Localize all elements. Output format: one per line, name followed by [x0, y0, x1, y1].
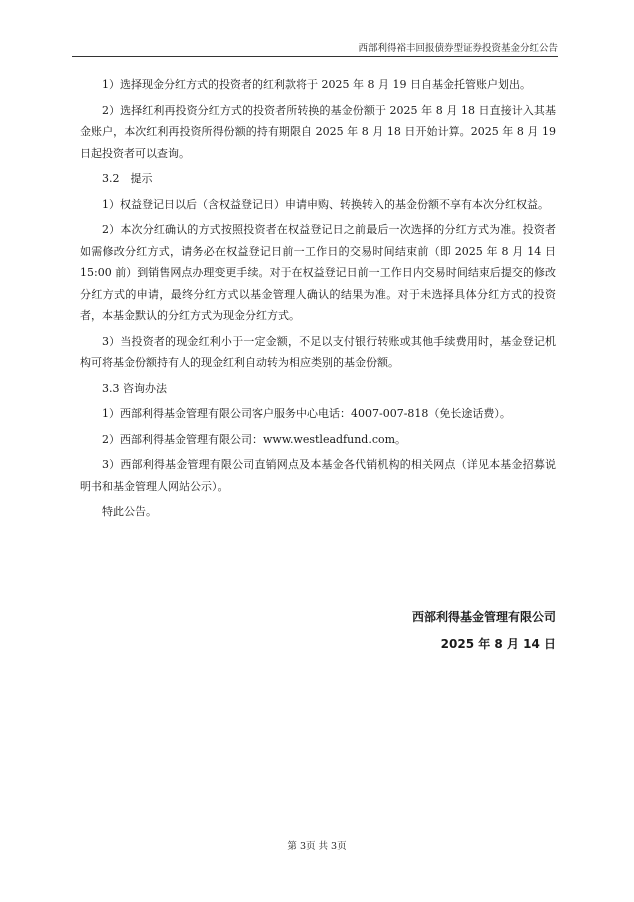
- paragraph-reinvestment: 2）选择红利再投资分红方式的投资者所转换的基金份额于 2025 年 8 月 18 日直接计入其基金账户，本次红利再投资所得份额的持有期限自 2025 年 8 月 18 日开始计算。2025 年 8 月 19 日起投资者可以查询。: [80, 103, 556, 160]
- paragraph-closing: 特此公告。: [102, 505, 157, 518]
- signature-company: 西部利得基金管理有限公司: [411, 610, 556, 624]
- paragraph-inquiry-outlets: 3）西部利得基金管理有限公司直销网点及本基金各代销机构的相关网点（详见本基金招募说明书和基金管理人网站公示）。: [80, 458, 556, 493]
- signature-date: 2025 年 8 月 14 日: [440, 637, 556, 651]
- paragraph-inquiry-website: 2）西部利得基金管理有限公司：www.westleadfund.com。: [102, 432, 407, 446]
- paragraph-tip-3: 3）当投资者的现金红利小于一定金额，不足以支付银行转账或其他手续费用时，基金登记机构可将基金份额持有人的现金红利自动转为相应类别的基金份额。: [80, 334, 556, 369]
- page-number: 第 3页 共 3页: [287, 841, 347, 852]
- paragraph-inquiry-phone: 1）西部利得基金管理有限公司客户服务中心电话：4007-007-818（免长途话费）。: [102, 407, 511, 420]
- paragraph-tip-1: 1）权益登记日以后（含权益登记日）申请申购、转换转入的基金份额不享有本次分红权益。: [102, 197, 549, 211]
- section-heading-tips: 3.2 提示: [102, 172, 153, 185]
- page-header: [72, 40, 558, 57]
- header-title: 西部利得裕丰回报债券型证券投资基金分红公告: [358, 43, 558, 54]
- section-heading-inquiry: 3.3 咨询办法: [102, 381, 167, 395]
- document-body: [80, 74, 556, 527]
- paragraph-cash-dividend: 1）选择现金分红方式的投资者的红利款将于 2025 年 8 月 19 日自基金托管账户划出。: [102, 78, 531, 91]
- page-footer: [0, 838, 634, 852]
- paragraph-tip-2: 2）本次分红确认的方式按照投资者在权益登记日之前最后一次选择的分红方式为准。投资者如需修改分红方式，请务必在权益登记日前一工作日的交易时间结束前（即 2025 年 8 月 14 日 15:00 前）到销售网点办理变更手续。对于在权益登记日前一工作日内交易时间结束后提交的修改分红方式的申请，最终分红方式以基金管理人确认的结果为准。对于未选择具体分红方式的投资者，本基金默认的分红方式为现金分红方式。: [80, 223, 556, 322]
